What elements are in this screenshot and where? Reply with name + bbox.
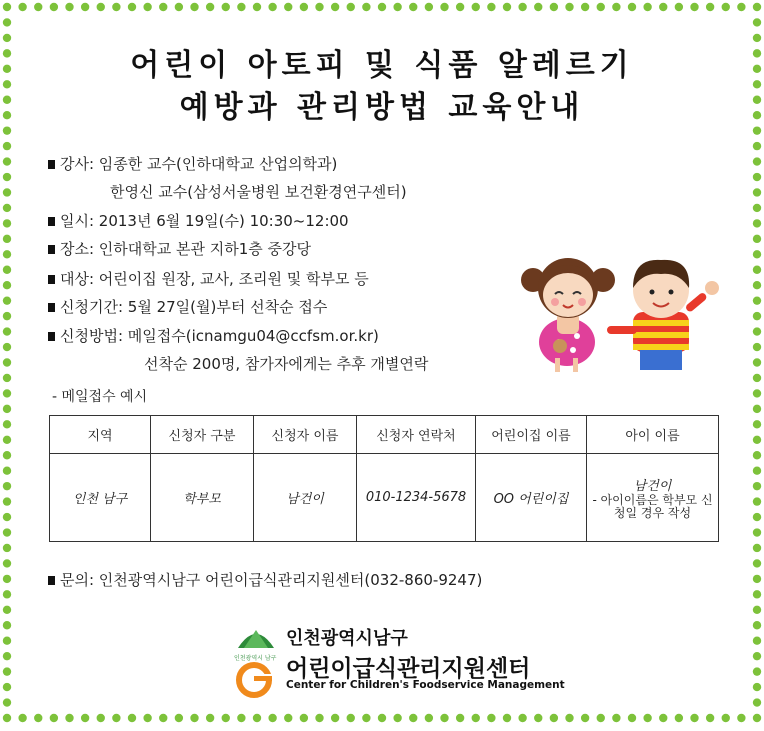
border-dot bbox=[581, 3, 589, 11]
border-dot bbox=[3, 18, 11, 26]
border-dot bbox=[393, 3, 401, 11]
border-dot bbox=[3, 157, 11, 165]
border-dot bbox=[518, 714, 526, 722]
border-dot bbox=[753, 327, 761, 335]
border-dot bbox=[3, 204, 11, 212]
border-dot bbox=[753, 652, 761, 660]
border-dot bbox=[690, 3, 698, 11]
border-dot bbox=[722, 3, 730, 11]
border-dot bbox=[753, 358, 761, 366]
border-dot bbox=[3, 451, 11, 459]
border-dot bbox=[753, 559, 761, 567]
border-dot bbox=[753, 590, 761, 598]
bullet-icon bbox=[48, 275, 55, 284]
title-line-2: 예방과 관리방법 교육안내 bbox=[179, 90, 585, 125]
border-dot bbox=[581, 714, 589, 722]
border-dot bbox=[18, 714, 26, 722]
info-contact: 문의: 인천광역시남구 어린이급식관리지원센터(032-860-9247) bbox=[48, 571, 482, 589]
border-dot bbox=[143, 714, 151, 722]
border-dot bbox=[753, 405, 761, 413]
border-dot bbox=[3, 497, 11, 505]
border-dot bbox=[112, 714, 120, 722]
border-dot bbox=[3, 637, 11, 645]
border-dot bbox=[331, 714, 339, 722]
border-dot bbox=[3, 250, 11, 258]
border-dot bbox=[3, 188, 11, 196]
border-dot bbox=[3, 683, 11, 691]
border-dot bbox=[378, 3, 386, 11]
border-dot bbox=[409, 3, 417, 11]
border-dot bbox=[753, 126, 761, 134]
border-dot bbox=[97, 714, 105, 722]
border-dot bbox=[753, 204, 761, 212]
border-dot bbox=[456, 3, 464, 11]
border-dot bbox=[753, 436, 761, 444]
bullet-icon bbox=[48, 217, 55, 226]
border-dot bbox=[628, 3, 636, 11]
border-dot bbox=[753, 389, 761, 397]
border-dot bbox=[409, 714, 417, 722]
border-dot bbox=[690, 714, 698, 722]
bullet-icon bbox=[48, 245, 55, 254]
border-dot bbox=[175, 714, 183, 722]
border-dot bbox=[3, 714, 11, 722]
border-dot bbox=[347, 3, 355, 11]
info-method-2: 선착순 200명, 참가자에게는 추후 개별연락 bbox=[144, 355, 429, 373]
border-dot bbox=[3, 559, 11, 567]
border-dot bbox=[643, 3, 651, 11]
border-dot bbox=[378, 714, 386, 722]
table-header: 지역 bbox=[50, 416, 151, 454]
border-dot bbox=[753, 173, 761, 181]
info-date: 일시: 2013년 6월 19일(수) 10:30~12:00 bbox=[48, 212, 349, 230]
table-cell: 인천 남구 bbox=[50, 454, 151, 542]
border-dot bbox=[159, 714, 167, 722]
bullet-icon bbox=[48, 332, 55, 341]
border-dot bbox=[753, 698, 761, 706]
border-dot bbox=[3, 142, 11, 150]
border-dot bbox=[487, 3, 495, 11]
border-dot bbox=[3, 513, 11, 521]
border-dot bbox=[347, 714, 355, 722]
border-dot bbox=[503, 3, 511, 11]
bullet-icon bbox=[48, 576, 55, 585]
border-dot bbox=[315, 714, 323, 722]
border-dot bbox=[753, 343, 761, 351]
children-illustration bbox=[515, 250, 730, 375]
border-dot bbox=[612, 3, 620, 11]
border-dot bbox=[206, 3, 214, 11]
bullet-icon bbox=[48, 303, 55, 312]
border-dot bbox=[3, 528, 11, 536]
table-header: 신청자 구분 bbox=[151, 416, 254, 454]
border-dot bbox=[659, 714, 667, 722]
border-dot bbox=[659, 3, 667, 11]
border-dot bbox=[737, 3, 745, 11]
border-dot bbox=[753, 606, 761, 614]
border-dot bbox=[81, 714, 89, 722]
title-line-1: 어린이 아토피 및 식품 알레르기 bbox=[130, 48, 634, 83]
border-dot bbox=[425, 714, 433, 722]
border-dot bbox=[753, 250, 761, 258]
border-dot bbox=[97, 3, 105, 11]
border-dot bbox=[753, 219, 761, 227]
border-dot bbox=[3, 466, 11, 474]
info-target: 대상: 어린이집 원장, 교사, 조리원 및 학부모 등 bbox=[48, 270, 369, 288]
border-dot bbox=[753, 142, 761, 150]
border-dot bbox=[753, 544, 761, 552]
border-dot bbox=[753, 637, 761, 645]
center-name-english: Center for Children's Foodservice Management bbox=[286, 679, 565, 691]
border-dot bbox=[3, 219, 11, 227]
border-dot bbox=[284, 3, 292, 11]
border-dot bbox=[331, 3, 339, 11]
border-dot bbox=[50, 3, 58, 11]
border-dot bbox=[597, 714, 605, 722]
border-dot bbox=[393, 714, 401, 722]
border-dot bbox=[300, 3, 308, 11]
border-dot bbox=[643, 714, 651, 722]
border-dot bbox=[268, 714, 276, 722]
border-dot bbox=[753, 683, 761, 691]
border-dot bbox=[503, 714, 511, 722]
border-dot bbox=[534, 714, 542, 722]
border-dot bbox=[3, 3, 11, 11]
border-dot bbox=[753, 235, 761, 243]
table-row bbox=[50, 454, 719, 542]
border-dot bbox=[3, 436, 11, 444]
border-dot bbox=[565, 3, 573, 11]
border-dot bbox=[753, 451, 761, 459]
border-dot bbox=[753, 157, 761, 165]
border-dot bbox=[253, 714, 261, 722]
table-cell: 남건이 bbox=[254, 454, 357, 542]
border-dot bbox=[565, 714, 573, 722]
border-dot bbox=[3, 482, 11, 490]
border-dot bbox=[472, 714, 480, 722]
center-name: 어린이급식관리지원센터 bbox=[286, 656, 531, 682]
border-dot bbox=[222, 3, 230, 11]
border-dot bbox=[3, 667, 11, 675]
table-cell-child bbox=[587, 454, 719, 542]
child-name-note: - 아이이름은 학부모 신청일 경우 작성 bbox=[592, 493, 713, 520]
border-dot bbox=[175, 3, 183, 11]
border-dot bbox=[753, 296, 761, 304]
border-dot bbox=[3, 358, 11, 366]
svg-text:인천광역시 남구: 인천광역시 남구 bbox=[234, 655, 277, 662]
border-dot bbox=[440, 714, 448, 722]
border-dot bbox=[159, 3, 167, 11]
border-dot bbox=[753, 575, 761, 583]
org-name: 인천광역시남구 bbox=[286, 628, 408, 649]
border-dot bbox=[753, 528, 761, 536]
border-dot bbox=[237, 3, 245, 11]
border-dot bbox=[753, 312, 761, 320]
border-dot bbox=[3, 296, 11, 304]
border-dot bbox=[268, 3, 276, 11]
border-dot bbox=[472, 3, 480, 11]
border-dot bbox=[34, 714, 42, 722]
border-dot bbox=[534, 3, 542, 11]
border-dot bbox=[753, 374, 761, 382]
example-label: - 메일접수 예시 bbox=[52, 389, 148, 405]
example-table bbox=[49, 415, 719, 542]
border-dot bbox=[3, 312, 11, 320]
border-dot bbox=[753, 188, 761, 196]
border-dot bbox=[3, 281, 11, 289]
border-dot bbox=[753, 420, 761, 428]
border-dot bbox=[628, 714, 636, 722]
border-dot bbox=[612, 714, 620, 722]
border-dot bbox=[3, 235, 11, 243]
border-dot bbox=[190, 3, 198, 11]
border-dot bbox=[753, 497, 761, 505]
border-dot bbox=[65, 714, 73, 722]
table-header: 신청자 이름 bbox=[254, 416, 357, 454]
border-dot bbox=[597, 3, 605, 11]
border-dot bbox=[550, 714, 558, 722]
border-dot bbox=[3, 405, 11, 413]
border-dot bbox=[753, 18, 761, 26]
border-dot bbox=[34, 3, 42, 11]
border-dot bbox=[3, 266, 11, 274]
border-dot bbox=[206, 714, 214, 722]
border-dot bbox=[706, 3, 714, 11]
border-dot bbox=[550, 3, 558, 11]
border-dot bbox=[440, 3, 448, 11]
border-dot bbox=[753, 482, 761, 490]
border-dot bbox=[3, 698, 11, 706]
border-dot bbox=[425, 3, 433, 11]
border-dot bbox=[315, 3, 323, 11]
info-period: 신청기간: 5월 27일(월)부터 선착순 접수 bbox=[48, 298, 327, 316]
border-dot bbox=[753, 667, 761, 675]
border-dot bbox=[65, 3, 73, 11]
border-dot bbox=[362, 714, 370, 722]
border-dot bbox=[753, 621, 761, 629]
boy-figure bbox=[607, 260, 719, 370]
border-dot bbox=[300, 714, 308, 722]
border-dot bbox=[237, 714, 245, 722]
border-dot bbox=[3, 343, 11, 351]
border-dot bbox=[3, 652, 11, 660]
border-dot bbox=[3, 590, 11, 598]
border-dot bbox=[487, 714, 495, 722]
table-header: 신청자 연락처 bbox=[357, 416, 476, 454]
border-dot bbox=[3, 126, 11, 134]
border-dot bbox=[753, 266, 761, 274]
border-dot bbox=[722, 714, 730, 722]
border-dot bbox=[222, 714, 230, 722]
border-dot bbox=[143, 3, 151, 11]
border-dot bbox=[737, 714, 745, 722]
border-dot bbox=[518, 3, 526, 11]
border-dot bbox=[362, 3, 370, 11]
border-dot bbox=[128, 714, 136, 722]
border-dot bbox=[753, 281, 761, 289]
border-dot bbox=[3, 173, 11, 181]
border-dot bbox=[50, 714, 58, 722]
border-dot bbox=[753, 466, 761, 474]
border-dot bbox=[128, 3, 136, 11]
border-dot bbox=[753, 513, 761, 521]
table-header: 어린이집 이름 bbox=[476, 416, 587, 454]
info-method: 신청방법: 메일접수(icnamgu04@ccfsm.or.kr) bbox=[48, 327, 379, 345]
border-dot bbox=[753, 3, 761, 11]
border-dot bbox=[753, 714, 761, 722]
border-dot bbox=[3, 327, 11, 335]
table-header: 아이 이름 bbox=[587, 416, 719, 454]
border-dot bbox=[284, 714, 292, 722]
girl-figure bbox=[521, 258, 615, 372]
border-dot bbox=[18, 3, 26, 11]
table-cell: OO 어린이집 bbox=[476, 454, 587, 542]
border-dot bbox=[190, 714, 198, 722]
border-dot bbox=[3, 420, 11, 428]
table-header-row bbox=[50, 416, 719, 454]
info-lecturer-2: 한영신 교수(삼성서울병원 보건환경연구센터) bbox=[110, 183, 407, 201]
table-cell: 010-1234-5678 bbox=[357, 454, 476, 542]
bullet-icon bbox=[48, 160, 55, 169]
border-dot bbox=[3, 389, 11, 397]
border-dot bbox=[706, 714, 714, 722]
border-dot bbox=[3, 575, 11, 583]
border-dot bbox=[81, 3, 89, 11]
border-dot bbox=[3, 374, 11, 382]
info-lecturer: 강사: 임종한 교수(인하대학교 산업의학과) bbox=[48, 155, 337, 173]
border-dot bbox=[675, 3, 683, 11]
border-dot bbox=[253, 3, 261, 11]
border-dot bbox=[3, 544, 11, 552]
emblem-icon bbox=[234, 630, 277, 695]
border-dot bbox=[3, 606, 11, 614]
table-cell: 학부모 bbox=[151, 454, 254, 542]
border-dot bbox=[675, 714, 683, 722]
info-place: 장소: 인하대학교 본관 지하1층 중강당 bbox=[48, 240, 311, 258]
border-dot bbox=[456, 714, 464, 722]
border-dot bbox=[112, 3, 120, 11]
border-dot bbox=[3, 621, 11, 629]
child-name: 남건이 bbox=[633, 479, 672, 494]
